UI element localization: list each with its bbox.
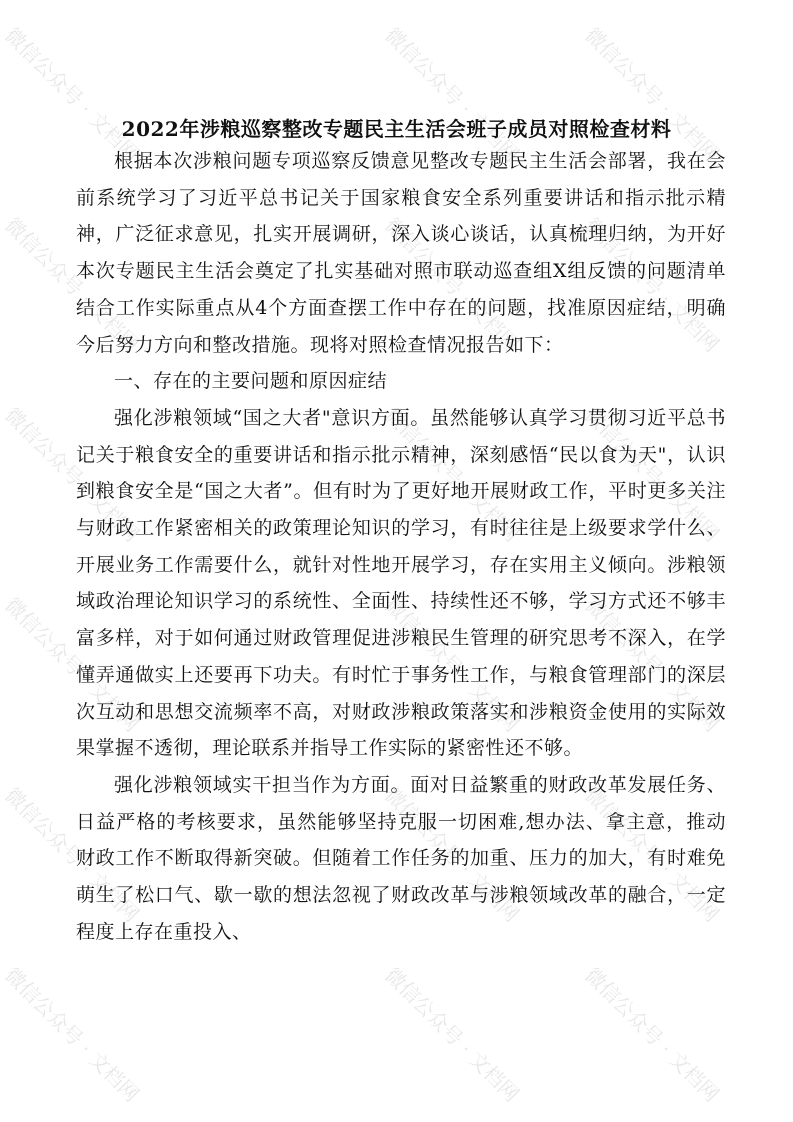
- watermark: 微信公众号 · 文档网: [0, 402, 144, 547]
- watermark: 微信公众号 · 文档网: [0, 22, 144, 167]
- watermark: 微信公众号 · 文档网: [380, 962, 524, 1107]
- watermark: 微信公众号 · 文档网: [580, 592, 724, 737]
- watermark: 微信公众号 · 文档网: [580, 962, 724, 1107]
- watermark: 微信公众号 · 文档网: [0, 962, 144, 1107]
- body-paragraph: 强化涉粮领域实干担当作为方面。面对日益繁重的财政改革发展任务、日益严格的考核要求，虽然能够坚持克服一切困难,想办法、拿主意，推动财政工作不断取得新突破。但随着工作任务的加重、压力的加大，有时难免萌生了松口气、歇一歇的想法忽视了财政改革与涉粮领域改革的融合，一定程度上存在重投入、: [76, 773, 726, 943]
- watermark: 微信公众号 · 文档网: [580, 402, 724, 547]
- watermark: 微信公众号 · 文档网: [0, 782, 144, 927]
- section-heading: 一、存在的主要问题和原因症结: [114, 370, 388, 393]
- watermark: 微信公众号 · 文档网: [580, 22, 724, 167]
- document-title: 2022年涉粮巡察整改专题民主生活会班子成员对照检查材料: [121, 117, 672, 142]
- watermark: 微信公众号 · 文档网: [380, 592, 524, 737]
- body-paragraph: 强化涉粮领域“国之大者"意识方面。虽然能够认真学习贯彻习近平总书记关于粮食安全的重要讲话和指示批示精神，深刻感悟“民以食为天"，认识到粮食安全是“国之大者”。但有时为了更好地开展财政工作，平时更多关注与财政工作紧密相关的政策理论知识的学习，有时往往是上级要求学什么、开展业务工作需要什么，就针对性地开展学习，存在实用主义倾向。涉粮领域政治理论知识学习的系统性、全面性、持续性还不够，学习方式还不够丰富多样，对于如何通过财政管理促进涉粮民生管理的研究思考不深入，在学懂弄通做实上还要再下功夫。有时忙于事务性工作，与粮食管理部门的深层次互动和思想交流频率不高，对财政涉粮政策落实和涉粮资金使用的实际效果掌握不透彻，理论联系并指导工作实际的紧密性还不够。: [76, 406, 726, 760]
- watermark: 微信公众号 · 文档网: [580, 782, 724, 927]
- watermark: 微信公众号 · 文档网: [380, 402, 524, 547]
- watermark: 微信公众号 · 文档网: [380, 782, 524, 927]
- watermark: 微信公众号 · 文档网: [380, 212, 524, 357]
- intro-paragraph: 根据本次涉粮问题专项巡察反馈意见整改专题民主生活会部署，我在会前系统学习了习近平总书记关于国家粮食安全系列重要讲话和指示批示精神，广泛征求意见，扎实开展调研，深入谈心谈话，认真梳理归纳，为开好本次专题民主生活会奠定了扎实基础对照市联动巡查组X组反馈的问题清单结合工作实际重点从4个方面查摆工作中存在的问题，找准原因症结，明确今后努力方向和整改措施。现将对照检查情况报告如下：: [76, 150, 726, 356]
- watermark: 微信公众号 · 文档网: [0, 212, 144, 357]
- watermark: 微信公众号 · 文档网: [380, 22, 524, 167]
- watermark: 微信公众号 · 文档网: [0, 592, 144, 737]
- document-body: [76, 143, 726, 950]
- watermark: 微信公众号 · 文档网: [580, 212, 724, 357]
